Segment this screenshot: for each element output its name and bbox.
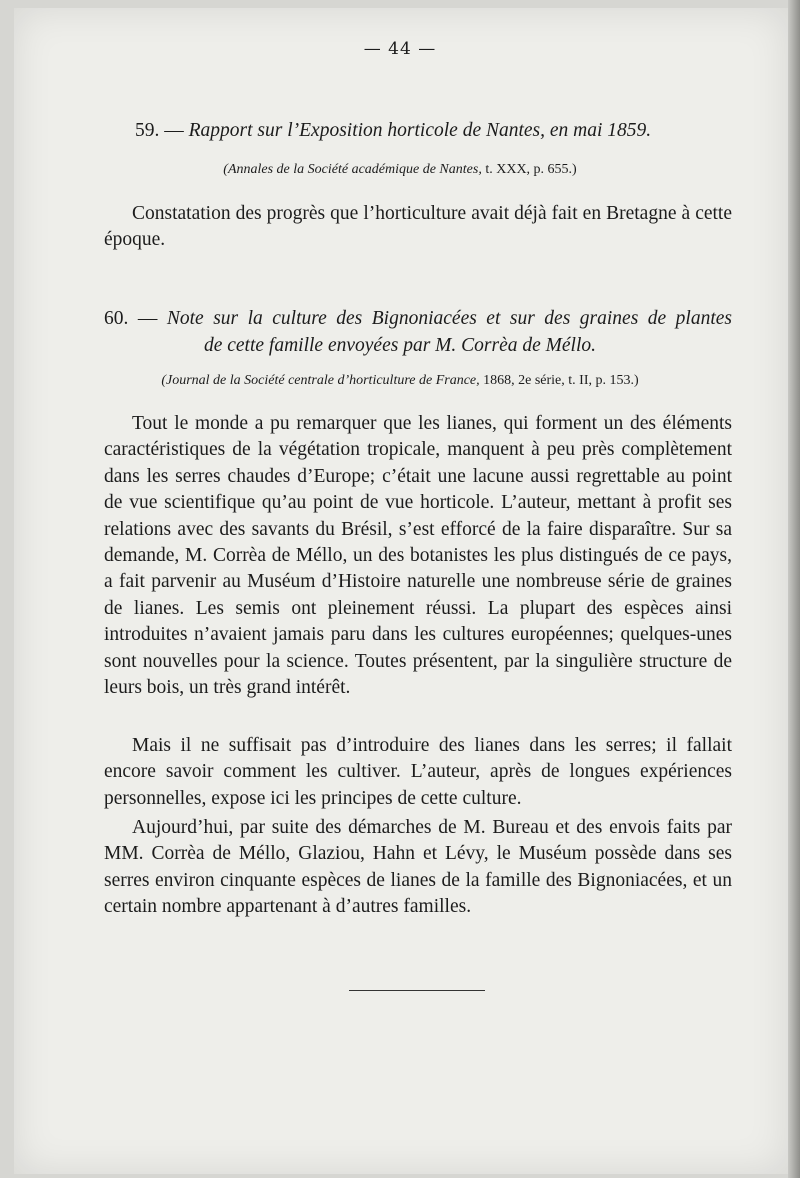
entry-60-paragraph-1: Tout le monde a pu remarquer que les lianes, qui forment un des éléments caractéristiques de la végétation tropicale, manquent à peu près complètement dans les serres chaudes d’Europe; c’était une lacune aussi regrettable au point de vue scientifique qu’au point de vue horticole. L’auteur, mettant à profit ses relations avec des savants du Brésil, s’est efforcé de la faire disparaître. Sur sa demande, M. Corrèa de Méllo, un des botanistes les plus distingués de ce pays, a fait parvenir au Muséum d’Histoire naturelle une nombreuse série de graines de lianes. Les semis ont pleinement réussi. La plupart des espèces ainsi introduites n’avaient jamais paru dans les cultures européennes; quelques-unes sont nouvelles pour la science. Toutes présentent, par la singulière structure de leurs bois, un très grand intérêt.: [104, 413, 732, 699]
entry-59-number: 59. —: [135, 120, 184, 141]
entry-59-paragraph-1: Constatation des progrès que l’horticulture avait déjà fait en Bretagne à cette époque.: [104, 203, 732, 251]
entry-59-source-ref: t. XXX, p. 655.): [481, 162, 577, 177]
entry-59-heading: [135, 117, 651, 144]
entry-60-title-line-2: de cette famille envoyées par M. Corrèa de Méllo.: [203, 335, 597, 356]
entry-59-title: Rapport sur l’Exposition horticole de Nantes, en mai 1859.: [188, 120, 652, 141]
entry-60-heading-line-2: [0, 332, 800, 359]
end-rule: [349, 990, 485, 991]
page-number: — 44 —: [363, 39, 437, 59]
entry-59-source: [0, 162, 800, 178]
entry-59-source-journal: (Annales de la Société académique de Nantes,: [223, 162, 482, 177]
entry-60-source-journal: (Journal de la Société centrale d’horticulture de France,: [161, 373, 480, 388]
entry-60-number: 60. —: [104, 308, 158, 329]
entry-60-paragraph-2: Mais il ne suffisait pas d’introduire des lianes dans les serres; il fallait encore savoir comment les cultiver. L’auteur, après de longues expériences personnelles, expose ici les principes de cette culture.: [104, 735, 732, 809]
entry-60-paragraph-3: Aujourd’hui, par suite des démarches de M. Bureau et des envois faits par MM. Corrèa de Méllo, Glaziou, Hahn et Lévy, le Muséum possède dans ses serres environ cinquante espèces de lianes de la famille des Bignoniacées, et un certain nombre appartenant à d’autres familles.: [104, 817, 732, 918]
entry-60-heading-line-1: [104, 305, 732, 332]
entry-60-source: [0, 373, 800, 389]
entry-60-source-ref: 1868, 2e série, t. II, p. 153.): [479, 373, 639, 388]
entry-60-title-line-1: Note sur la culture des Bignoniacées et sur des graines de plantes: [166, 308, 733, 329]
